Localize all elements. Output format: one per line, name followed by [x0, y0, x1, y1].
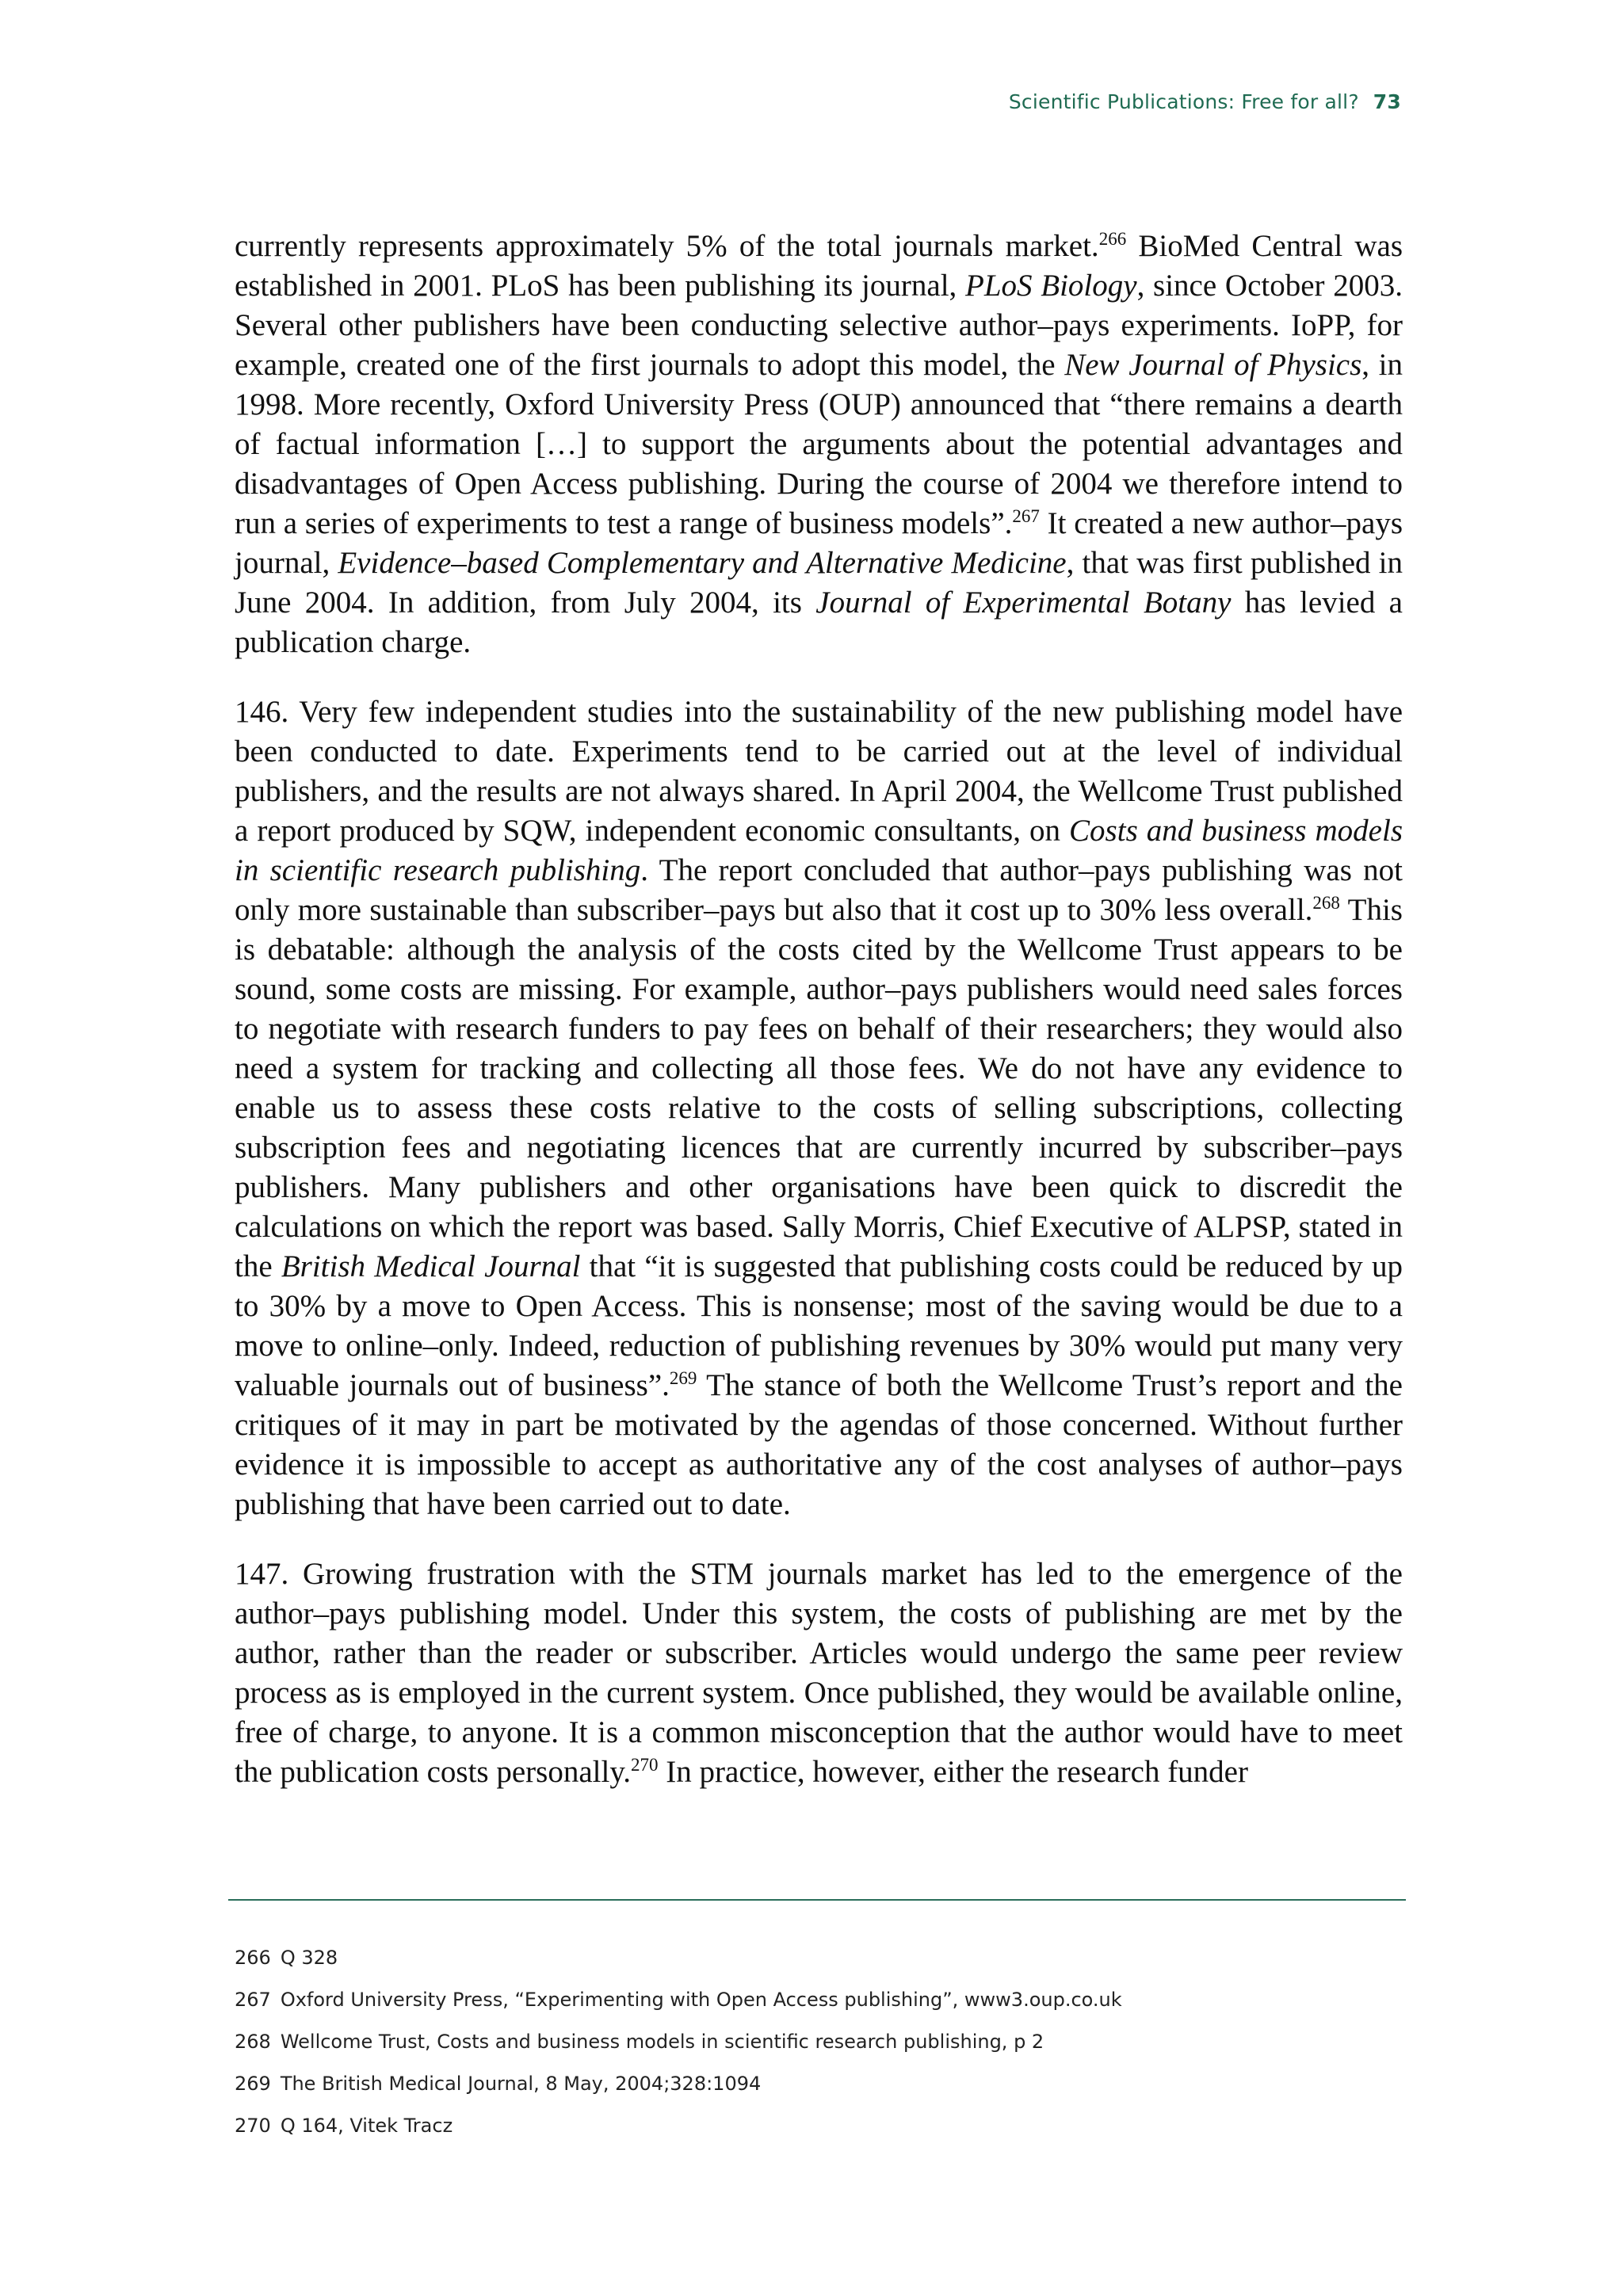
page-number: 73: [1373, 90, 1401, 113]
text-run: , since October 2003. Several other publishers have been conducting selective author–pays experiments. IoPP, for example, created one of the first journals to adopt this model, the: [235, 269, 1403, 382]
footnote-266: [235, 1946, 1403, 1988]
footnote-text: The British Medical Journal, 8 May, 2004;328:1094: [280, 2073, 762, 2095]
italic-title: PLoS Biology: [965, 269, 1137, 303]
italic-title: Costs and business models in scientific research publishing: [235, 814, 1403, 887]
paragraph-147: [235, 1554, 1403, 1792]
text-run: BioMed Central was established in 2001. PLoS has been publishing its journal,: [235, 229, 1403, 303]
text-run: has levied a publication charge.: [235, 585, 1403, 659]
footnote-reference: 270: [631, 1755, 659, 1775]
text-run: , that was first published in June 2004. In addition, from July 2004, its: [235, 546, 1403, 620]
footnote-divider: [228, 1899, 1406, 1901]
footnote-text: Q 328: [280, 1947, 338, 1969]
italic-title: Evidence–based Complementary and Alternative Medicine: [338, 546, 1067, 580]
footnote-text: Oxford University Press, “Experimenting with Open Access publishing”, www3.oup.co.uk: [280, 1989, 1122, 2011]
text-run: . The report concluded that author–pays publishing was not only more sustainable than subscriber–pays but also that it cost up to 30% less overall.: [235, 853, 1403, 927]
footnote-reference: 266: [1098, 229, 1127, 249]
footnote-number: 269: [235, 2073, 271, 2095]
body-text: [235, 227, 1403, 1822]
footnote-reference: 267: [1012, 506, 1040, 526]
text-run: currently represents approximately 5% of the total journals market.: [235, 229, 1099, 263]
footnote-number: 270: [235, 2115, 271, 2137]
text-run: It created a new author–pays journal,: [235, 506, 1403, 580]
footnote-268: [235, 2030, 1403, 2072]
footnote-number: 266: [235, 1947, 271, 1969]
text-run: In practice, however, either the research funder: [658, 1755, 1248, 1789]
footnote-267: [235, 1988, 1403, 2030]
footnote-269: [235, 2072, 1403, 2114]
text-run: , in 1998. More recently, Oxford University Press (OUP) announced that “there remains a dearth of factual information […] to support the arguments about the potential advantages and disadvantages of Open Access publishing. During the course of 2004 we therefore intend to run a series of experiments to test a range of business models”.: [235, 348, 1403, 540]
italic-title: New Journal of Physics: [1064, 348, 1362, 382]
paragraph-146: [235, 692, 1403, 1524]
footnote-270: [235, 2114, 1403, 2156]
italic-title: Journal of Experimental Botany: [815, 585, 1232, 620]
running-header: [1009, 90, 1401, 113]
paragraph-continuation: [235, 227, 1403, 662]
text-run: 147. Growing frustration with the STM journals market has led to the emergence of the author–pays publishing model. Under this system, the costs of publishing are met by the author, rather than the reader or subscriber. Articles would undergo the same peer review process as is employed in the current system. Once published, they would be available online, free of charge, to anyone. It is a common misconception that the author would have to meet the publication costs personally.: [235, 1557, 1403, 1789]
text-run: 146. Very few independent studies into the sustainability of the new publishing model have been conducted to date. Experiments tend to be carried out at the level of individual publishers, and the results are not always shared. In April 2004, the Wellcome Trust published a report produced by SQW, independent economic consultants, on: [235, 695, 1403, 848]
footnotes: [235, 1946, 1403, 2156]
text-run: This is debatable: although the analysis of the costs cited by the Wellcome Trust appears to be sound, some costs are missing. For example, author–pays publishers would need sales forces to negotiate with research funders to pay fees on behalf of their researchers; they would also need a system for tracking and collecting all those fees. We do not have any evidence to enable us to assess these costs relative to the costs of selling subscriptions, collecting subscription fees and negotiating licences that are currently incurred by subscriber–pays publishers. Many publishers and other organisations have been quick to discredit the calculations on which the report was based. Sally Morris, Chief Executive of ALPSP, stated in the: [235, 893, 1403, 1283]
footnote-text: Wellcome Trust, Costs and business models in scientific research publishing, p 2: [280, 2031, 1044, 2053]
text-run: The stance of both the Wellcome Trust’s report and the critiques of it may in part be motivated by the agendas of those concerned. Without further evidence it is impossible to accept as authoritative any of the cost analyses of author–pays publishing that have been carried out to date.: [235, 1368, 1403, 1521]
text-run: that “it is suggested that publishing costs could be reduced by up to 30% by a move to Open Access. This is nonsense; most of the saving would be due to a move to online–only. Indeed, reduction of publishing revenues by 30% would put many very valuable journals out of business”.: [235, 1249, 1403, 1402]
running-title: Scientific Publications: Free for all?: [1008, 90, 1359, 113]
italic-title: British Medical Journal: [281, 1249, 581, 1283]
footnote-reference: 269: [669, 1368, 697, 1388]
footnote-reference: 268: [1312, 893, 1340, 913]
footnote-number: 268: [235, 2031, 271, 2053]
footnote-text: Q 164, Vitek Tracz: [280, 2115, 453, 2137]
footnote-number: 267: [235, 1989, 271, 2011]
